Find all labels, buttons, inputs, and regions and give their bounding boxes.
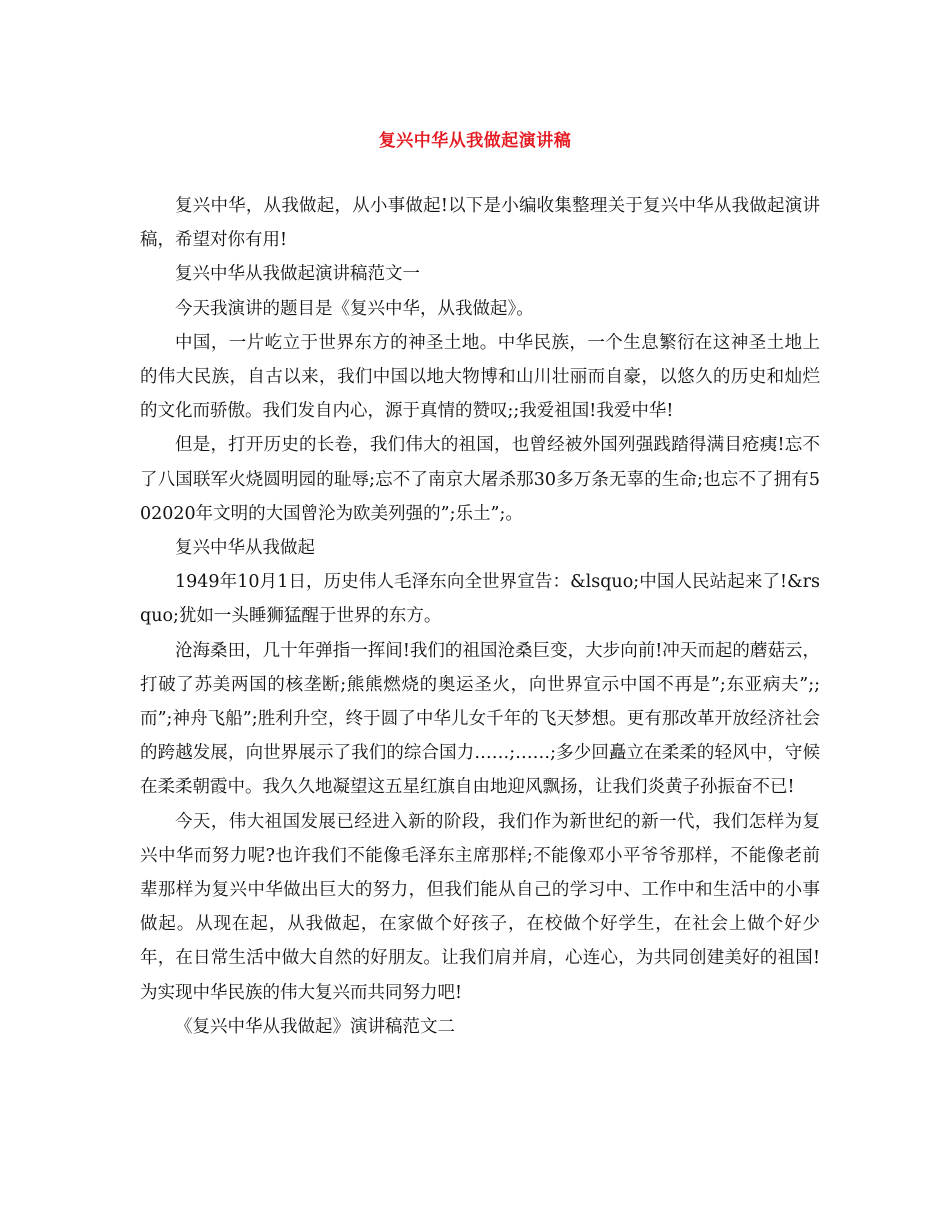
body-paragraph: 但是，打开历史的长卷，我们伟大的祖国，也曾经被外国列强践踏得满目疮痍!忘不了八国联军火烧圆明园的耻辱;忘不了南京大屠杀那30多万条无辜的生命;也忘不了拥有502020年文明的大国曾沦为欧美列强的”;乐土”;。	[140, 435, 820, 524]
body-paragraph: 1949年10月1日，历史伟人毛泽东向全世界宣告：&lsquo;中国人民站起来了!&rsquo;犹如一头睡狮猛醒于世界的东方。	[140, 572, 820, 627]
document-body	[140, 189, 820, 1044]
document-title: 复兴中华从我做起演讲稿	[378, 131, 572, 151]
body-paragraph: 沧海桑田，几十年弹指一挥间!我们的祖国沧桑巨变，大步向前!冲天而起的蘑菇云，打破了苏美两国的核垄断;熊熊燃烧的奥运圣火，向世界宣示中国不再是”;东亚病夫”;;而”;神舟飞船”;胜利升空，终于圆了中华儿女千年的飞天梦想。更有那改革开放经济社会的跨越发展，向世界展示了我们的综合国力……;……;多少回矗立在柔柔的轻风中，守候在柔柔朝霞中。我久久地凝望这五星红旗自由地迎风飘扬，让我们炎黄子孙振奋不已!	[140, 640, 820, 798]
intro-paragraph: 复兴中华，从我做起，从小事做起!以下是小编收集整理关于复兴中华从我做起演讲稿，希望对你有用!	[140, 196, 820, 251]
section-heading-1: 复兴中华从我做起演讲稿范文一	[175, 264, 420, 285]
body-paragraph: 中国，一片屹立于世界东方的神圣土地。中华民族，一个生息繁衍在这神圣土地上的伟大民族，自古以来，我们中国以地大物博和山川壮丽而自豪，以悠久的历史和灿烂的文化而骄傲。我们发自内心，源于真情的赞叹;;我爱祖国!我爱中华!	[140, 332, 820, 422]
body-paragraph: 今天，伟大祖国发展已经进入新的阶段，我们作为新世纪的新一代，我们怎样为复兴中华而努力呢?也许我们不能像毛泽东主席那样;不能像邓小平爷爷那样，不能像老前辈那样为复兴中华做出巨大的努力，但我们能从自己的学习中、工作中和生活中的小事做起。从现在起，从我做起，在家做个好孩子，在校做个好学生，在社会上做个好少年，在日常生活中做大自然的好朋友。让我们肩并肩，心连心，为共同创建美好的祖国!为实现中华民族的伟大复兴而共同努力吧!	[140, 811, 820, 1003]
subheading: 复兴中华从我做起	[175, 538, 315, 559]
section-heading-2: 《复兴中华从我做起》演讲稿范文二	[175, 1016, 455, 1037]
speech-topic-paragraph: 今天我演讲的题目是《复兴中华，从我做起》。	[175, 298, 534, 319]
